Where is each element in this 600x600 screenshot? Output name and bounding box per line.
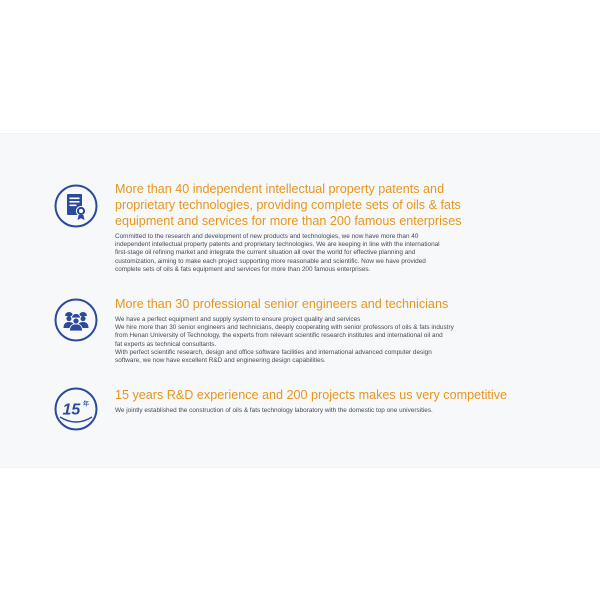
description-line: We jointly established the construction of oils & fats technology laboratory with the domestic top one universities. <box>115 407 433 414</box>
feature-experience-heading <box>115 387 593 403</box>
feature-engineers-content <box>115 296 593 365</box>
feature-patents-description <box>115 233 593 274</box>
feature-patents-content <box>115 181 593 274</box>
heading-line: 15 years R&D experience and 200 projects makes us very competitive <box>115 388 507 402</box>
description-line: software, we now have excellent R&D and engineering design capabilities. <box>115 357 326 365</box>
description-line: customization, aiming to make each project supporting more reasonable and scientific. Now we have provided <box>115 257 426 265</box>
description-line: Committed to the research and development of new products and technologies, we now have more than 40 <box>115 233 419 240</box>
feature-experience-description <box>115 407 593 415</box>
heading-line: More than 30 professional senior engineers and technicians <box>115 297 449 311</box>
heading-line: More than 40 independent intellectual property patents and <box>115 182 445 196</box>
description-line: from Henan University of Technology, the experts from relevant scientific research institutes and international oil and <box>115 332 443 340</box>
description-line: complete sets of oils & fats equipment and services for more than 200 famous enterprises. <box>115 265 371 273</box>
description-line: We hire more than 30 senior engineers and technicians, deeply cooperating with senior professors of oils & fats industry <box>115 324 454 332</box>
description-line: With perfect scientific research, design and office software facilities and international advanced computer design <box>115 348 432 356</box>
certificate-document-icon <box>54 184 98 228</box>
heading-line: proprietary technologies, providing complete sets of oils & fats <box>115 198 461 212</box>
feature-engineers-heading <box>115 296 593 312</box>
feature-experience-content <box>115 387 593 415</box>
fifteen-years-badge-icon <box>54 387 98 431</box>
feature-patents-heading <box>115 181 593 229</box>
description-line: We have a perfect equipment and supply system to ensure project quality and services <box>115 316 361 323</box>
badge-suffix: 年 <box>83 401 90 408</box>
description-line: independent intellectual property patents and proprietary technologies. We are keeping in line with the international <box>115 241 440 249</box>
heading-line: equipment and services for more than 200 famous enterprises <box>115 214 462 228</box>
feature-engineers-description <box>115 316 593 365</box>
description-line: first-stage oil refining market and integrate the current situation all over the world for effective planning and <box>115 249 416 257</box>
engineers-team-icon <box>54 298 98 342</box>
badge-number: 15 <box>62 401 81 419</box>
description-line: fat experts as technical consultants. <box>115 340 217 348</box>
